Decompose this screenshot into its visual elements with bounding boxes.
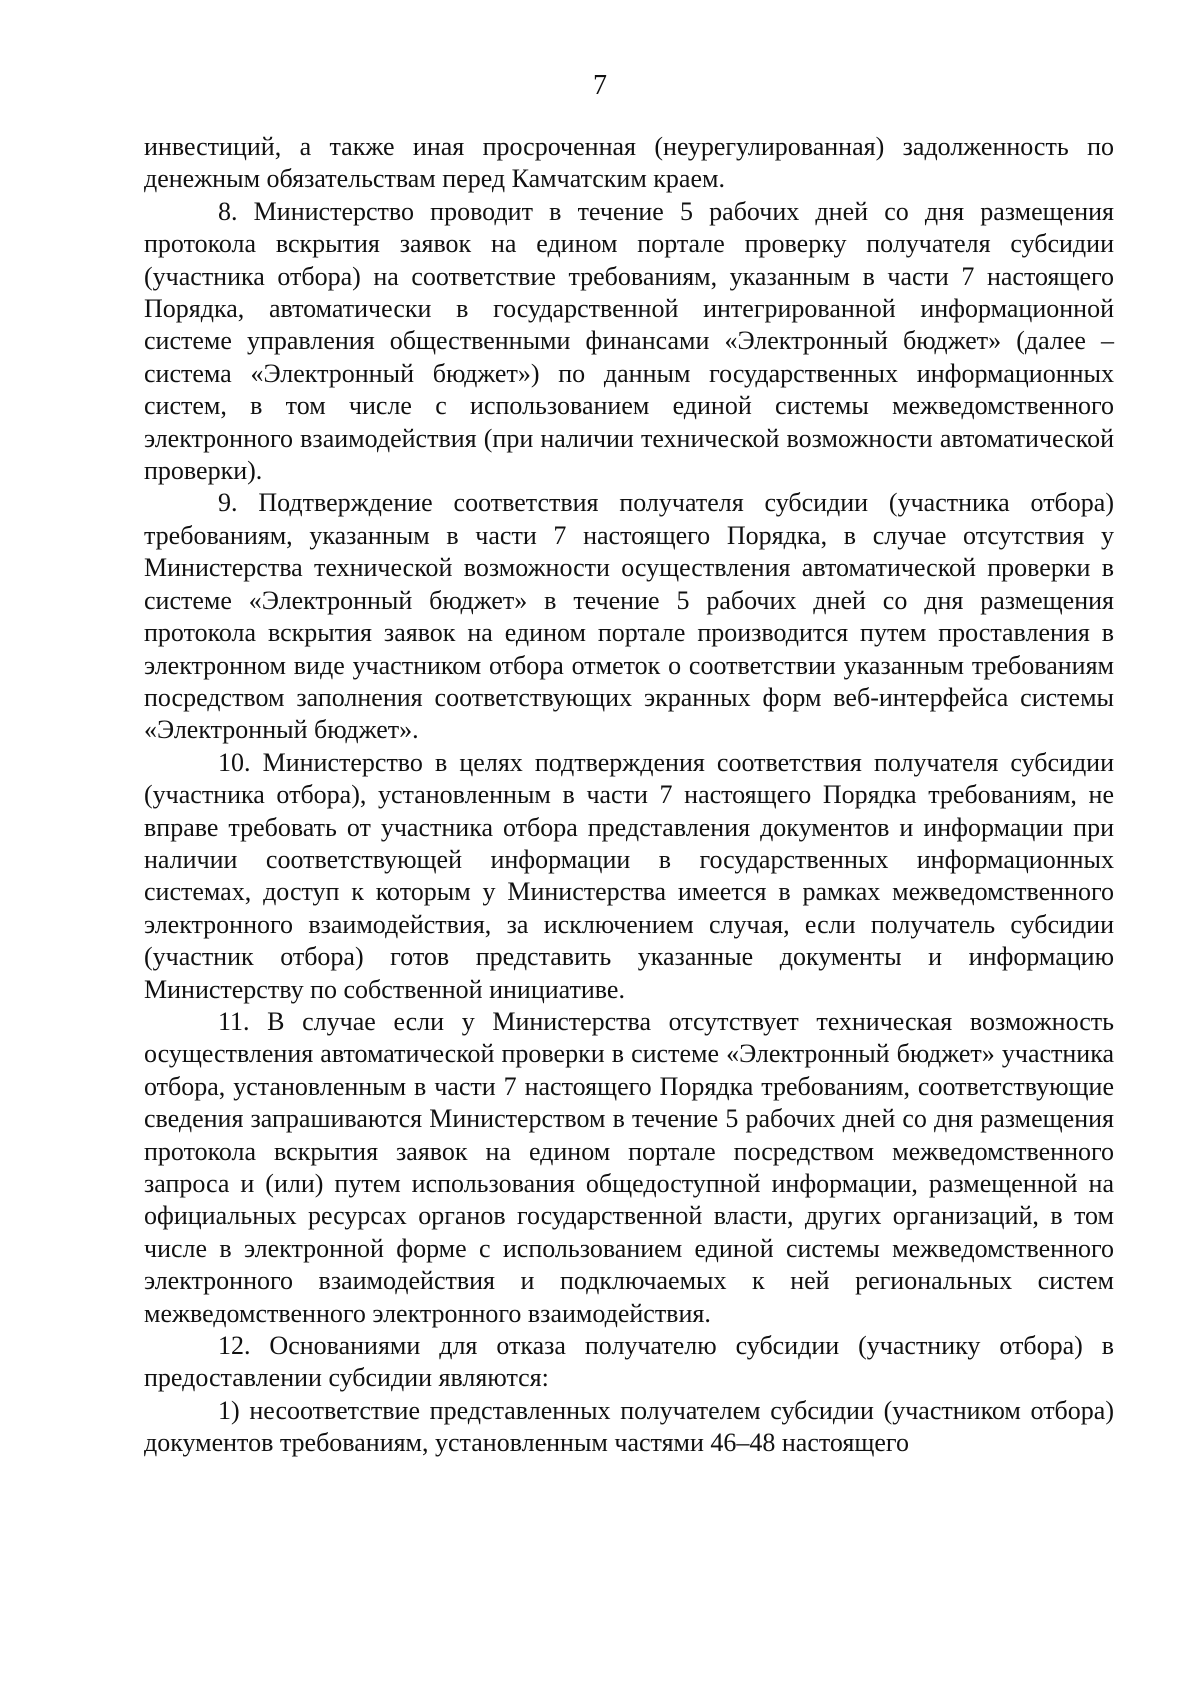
paragraph-9: 9. Подтверждение соответствия получателя субсидии (участника отбора) требованиям, указанным в части 7 настоящего Порядка, в случае отсутствия у Министерства технической возможности осуществления автоматической проверки в системе «Электронный бюджет» в течение 5 рабочих дней со дня размещения протокола вскрытия заявок на едином портале производится путем проставления в электронном виде участником отбора отметок о соответствии указанным требованиям посредством заполнения соответствующих экранных форм веб-интерфейса системы «Электронный бюджет». (144, 488, 1114, 745)
paragraph-10: 10. Министерство в целях подтверждения соответствия получателя субсидии (участника отбора), установленным в части 7 настоящего Порядка требованиям, не вправе требовать от участника отбора представления документов и информации при наличии соответствующей информации в государственных информационных системах, доступ к которым у Министерства имеется в рамках межведомственного электронного взаимодействия, за исключением случая, если получатель субсидии (участник отбора) готов представить указанные документы и информацию Министерству по собственной инициативе. (144, 747, 1114, 1004)
paragraph-11: 11. В случае если у Министерства отсутствует техническая возможность осуществления автоматической проверки в системе «Электронный бюджет» участника отбора, установленным в части 7 настоящего Порядка требованиям, соответствующие сведения запрашиваются Министерством в течение 5 рабочих дней со дня размещения протокола вскрытия заявок на едином портале посредством межведомственного запроса и (или) путем использования общедоступной информации, размещенной на официальных ресурсах органов государственной власти, других организаций, в том числе в электронной форме с использованием единой системы межведомственного электронного взаимодействия и подключаемых к ней региональных систем межведомственного электронного взаимодействия. (144, 1006, 1114, 1328)
page-number: 7 (593, 70, 607, 101)
paragraph-8: 8. Министерство проводит в течение 5 рабочих дней со дня размещения протокола вскрытия заявок на едином портале проверку получателя субсидии (участника отбора) на соответствие требованиям, указанным в части 7 настоящего Порядка, автоматически в государственной интегрированной информационной системе управления общественными финансами «Электронный бюджет» (далее – система «Электронный бюджет») по данным государственных информационных систем, в том числе с использованием единой системы межведомственного электронного взаимодействия (при наличии технической возможности автоматической проверки). (144, 196, 1114, 486)
paragraph-12-item-1: 1) несоответствие представленных получателем субсидии (участником отбора) документов требованиям, установленным частями 46–48 настоящего (144, 1395, 1114, 1458)
document-body (144, 131, 1114, 1460)
paragraph-continuation: инвестиций, а также иная просроченная (неурегулированная) задолженность по денежным обязательствам перед Камчатским краем. (144, 132, 1114, 194)
paragraph-12: 12. Основаниями для отказа получателю субсидии (участнику отбора) в предоставлении субсидии являются: (144, 1331, 1114, 1393)
